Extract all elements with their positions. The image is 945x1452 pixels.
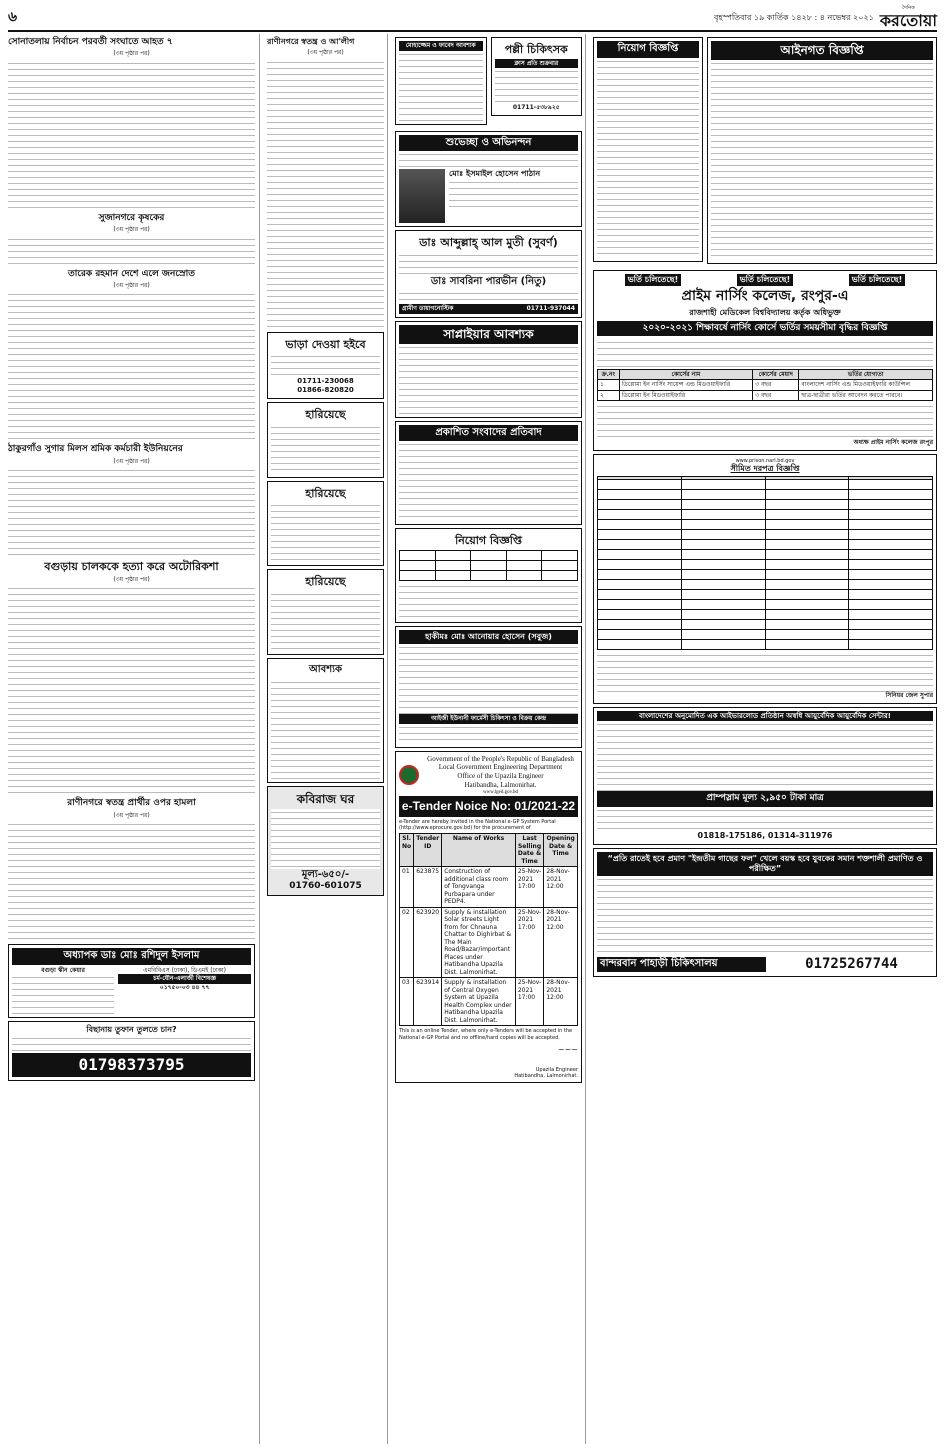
tender-cell: 01 [400, 867, 414, 908]
rent-body [271, 353, 380, 377]
tender-column-header: Tender ID [414, 834, 442, 867]
extension-title: ২০২০-২০২১ শিক্ষাবর্ষে নার্সিং কোর্সে ভর্তির সময়সীমা বৃদ্ধির বিজ্ঞপ্তি [597, 321, 933, 336]
doctor-details [399, 252, 578, 274]
rent-phone-2: 01866-820820 [297, 386, 354, 394]
kobiraj-body [271, 809, 380, 869]
course-column-header: ভর্তির যোগ্যতা [799, 369, 933, 380]
staff-wanted-body [399, 51, 483, 121]
supplier-wanted-ad [395, 321, 582, 418]
tender-column-header: Name of Works [442, 834, 516, 867]
recruit-right-title: নিয়োগ বিজ্ঞপ্তি [597, 41, 699, 58]
herbal-ad-body [12, 1035, 251, 1053]
lost-notice [267, 402, 384, 478]
recruit-right-body [597, 58, 699, 258]
tender-cell: 623914 [414, 978, 442, 1026]
course-cell: ডিপ্লোমা ইন মিডওয়াইফারি [619, 390, 752, 401]
continued-label: (৩য় পৃষ্ঠার পর) [113, 50, 150, 58]
tender-cell: 28-Nov-2021 12:00 [544, 867, 578, 908]
lost-body [271, 424, 380, 474]
article-body [8, 765, 255, 795]
article-body [8, 60, 255, 150]
engineer-place: Hatibandha, Lalmonirhat. [514, 1073, 578, 1079]
needed-body [271, 679, 380, 779]
column-ads-right [590, 34, 937, 1444]
course-cell: বাংলাদেশ নার্সিং এন্ড মিডওয়াইফারি কাউন্সিল [799, 380, 933, 391]
doctor-degree: এমবিবিএস (ঢাকা), ডিএমই (ঢাকা) [143, 966, 226, 974]
headline-thakurgaon: ঠাকুরগাঁও সুগার মিলস শ্রমিক কর্মচারী ইউনিয়নের [8, 444, 183, 455]
recruitment-notice [395, 528, 582, 623]
greeted-person: মোঃ ইসমাইল হোসেন পাঠান [449, 169, 541, 178]
tender-column-header: Opening Date & Time [544, 834, 578, 867]
lost-body [271, 502, 380, 562]
lost-title: হারিয়েছে [305, 575, 346, 589]
article-body [8, 291, 255, 381]
kobiraj-phone: 01760-601075 [289, 881, 362, 891]
course-table [597, 369, 933, 402]
lost-body [271, 591, 380, 651]
legal-title: আইনগত বিজ্ঞপ্তি [711, 41, 933, 60]
article-body [8, 911, 255, 941]
headline-sonatala: সোনাতলায় নির্বাচন পরবর্তী সংঘাতে আহত ৭ [8, 37, 173, 47]
bandarban-clinic-ad [593, 848, 937, 978]
ayurvedic-body [597, 721, 933, 791]
rural-doctor-course-ad [491, 37, 583, 116]
tender-cell: 03 [400, 978, 414, 1026]
column-news-mid [264, 34, 388, 1444]
palli-body [495, 68, 579, 104]
course-cell: ২ [598, 390, 620, 401]
herbal-ad [8, 1021, 255, 1081]
ayurvedic-title: বাংলাদেশের অনুমোদিত এক আইভারলোড প্রতিষ্ঠান অস্বধি আয়ুর্বেদিক আয়ুর্বেদিক সেন্টার! [597, 711, 933, 722]
doctor-ad [8, 944, 255, 1018]
college-sub: রাজশাহী মেডিকেল বিশ্ববিদ্যালয় কর্তৃক অধিভুক্ত [689, 307, 841, 317]
tender-cell: 28-Nov-2021 12:00 [544, 978, 578, 1026]
gov-line-2: Local Government Engineering Department [438, 763, 563, 772]
gov-line-3: Office of the Upazila Engineer [457, 772, 544, 780]
palli-sub: ক্লাস প্রতি শুক্রবার [495, 59, 579, 69]
admission-banner-2: ভর্তি চলিতেছে! [737, 274, 794, 286]
person-photo [399, 169, 445, 223]
legal-body [711, 60, 933, 260]
kobiraj-ad [267, 786, 384, 897]
article-body [8, 675, 255, 765]
page-number: ৬ [8, 9, 18, 26]
continued-label: (৩য় পৃষ্ঠার পর) [113, 226, 150, 233]
article-body [8, 585, 255, 675]
tender-cell: Supply & installation of Central Oxygen System at Upazila Health Complex under Hatibandha Upazila Dist. Lalmonirhat. [442, 978, 516, 1026]
engineer-title: Upazila Engineer [535, 1066, 578, 1073]
kobiraj-price: মূল্য-৬৫০/- [301, 868, 350, 880]
course-cell: ৩ বছর [753, 390, 799, 401]
lost-title: হারিয়েছে [305, 407, 346, 421]
ayurvedic-phone: 01818-175186, 01314-311976 [697, 830, 833, 840]
doctor-chamber-ad [395, 230, 582, 318]
admission-banner-3: ভর্তি চলিতেছে! [849, 274, 906, 286]
chamber-name: বগুড়া স্কীন কেয়ার [41, 966, 85, 974]
continued-label: (৩য় পৃষ্ঠার পর) [113, 457, 150, 465]
greetings-ad [395, 131, 582, 228]
article-body [8, 381, 255, 441]
college-contact: অধ্যক্ষ প্রাইম নার্সিং কলেজ রংপুর [853, 439, 933, 447]
hakim-title: হাকীমঃ মোঃ আনোয়ার হোসেন (সবুজ) [399, 630, 578, 644]
ayurvedic-details [597, 807, 933, 831]
article-body [8, 821, 255, 911]
headline-raninagar-league: রাণীনগরে স্বতন্ত্র ও আ'লীগ [267, 37, 355, 46]
protest-title: প্রকাশিত সংবাদের প্রতিবাদ [399, 425, 578, 442]
column-news-left [8, 34, 260, 1444]
greetings-title: শুভেচ্ছা ও অভিনন্দন [399, 135, 578, 152]
bangladesh-emblem-icon [399, 765, 419, 785]
doctor-name: ডাঃ আব্দুল্লাহ্ আল মুতী (সুবর্ণ) [419, 236, 558, 249]
hakim-body [399, 644, 578, 714]
tender-cell: 623920 [414, 907, 442, 978]
headline-bogura-autorickshaw: বগুড়ায় চালককে হত্যা করে অটোরিকশা [44, 560, 219, 573]
recruitment-notice-right [593, 37, 703, 262]
gov-line-4: Hatibandha, Lalmonirhat. [464, 780, 537, 789]
doctor2-details [399, 290, 578, 304]
herbal-ad-phone: 01798373795 [12, 1053, 251, 1077]
greetings-body [399, 151, 578, 169]
masthead [8, 6, 937, 32]
e-tender-title: e-Tender Noice No: 01/2021-22 [399, 796, 578, 817]
article-body [267, 59, 384, 149]
supplier-title: সাপ্লাইয়ার আবশ্যক [399, 325, 578, 344]
doctor-specialty: চর্ম-যৌন-এলার্জী বিশেষজ্ঞ [118, 974, 251, 984]
course-row [598, 390, 933, 401]
greeted-details [449, 179, 578, 209]
clinic-body [597, 876, 933, 956]
tender-table [399, 833, 578, 1026]
headline-sujanagar: সুজানগরে কৃষকের [98, 212, 165, 223]
issue-date: বৃহস্পতিবার ১৯ কার্তিক ১৪২৮ : ৪ নভেম্বর ২০২১ [714, 13, 874, 22]
tender-cell: 25-Nov-2021 17:00 [515, 867, 544, 908]
paper-small-label: দৈনিক [902, 4, 915, 11]
tender-row [400, 867, 578, 908]
diagnostic-phone: 01711-937044 [526, 305, 575, 313]
diagnostic-name: গ্রামীণ ডায়াগনোস্টিক [402, 305, 454, 313]
legal-notice [707, 37, 937, 264]
prison-title: সীমিত দরপত্র বিজ্ঞপ্তি [730, 464, 800, 473]
continued-label: (৩য় পৃষ্ঠার পর) [113, 281, 150, 289]
tender-cell: 02 [400, 907, 414, 978]
chamber-details [12, 974, 114, 1014]
tender-cell: Construction of additional class room of Tongvanga Purbapara under PEDP4. [442, 867, 516, 908]
prison-terms [597, 652, 933, 692]
tender-column-header: Sl. No [400, 834, 414, 867]
tender-cell: 25-Nov-2021 17:00 [515, 978, 544, 1026]
prison-items-table [597, 476, 933, 650]
needed-title: আবশ্যক [308, 664, 343, 675]
ibn-title: আইজী ইউনানী ফার্মেসী চিকিৎসা ও বিক্রয় কেন্দ্র [399, 714, 578, 724]
admission-banner-1: ভর্তি চলিতেছে! [625, 274, 682, 286]
article-body [8, 236, 255, 266]
palli-title: পল্লী চিকিৎসক [504, 43, 568, 56]
clinic-phone: 01725267744 [805, 955, 898, 972]
course-column-header: কোর্সের মেয়াদ [753, 369, 799, 380]
course-column-header: ক্র.নং [598, 369, 620, 380]
staff-wanted-ad [395, 37, 487, 125]
tender-row [400, 978, 578, 1026]
article-body [8, 150, 255, 210]
gov-website: www.lged.gov.bd [482, 789, 519, 795]
ibn-body [399, 724, 578, 744]
prison-footer: সিনিয়র জেল সুপার [885, 692, 933, 699]
page-columns [8, 34, 937, 1444]
tender-row [400, 907, 578, 978]
ayurvedic-price: প্রাম্পস্লাম মূল্য ২,৯৫০ টাকা মাত্র [597, 791, 933, 806]
kobiraj-title: কবিরাজ ঘর [296, 791, 355, 806]
course-instructions [597, 403, 933, 439]
needed-ad [267, 658, 384, 783]
doctor2-name: ডাঃ সাবরিনা পারভীন (নিতু) [430, 275, 547, 287]
article-body [267, 239, 384, 329]
palli-phone: 01711-৫৩৮৯২৫ [512, 104, 560, 112]
engineer-signature: ~~~ [557, 1044, 578, 1054]
recruit-table [399, 550, 578, 581]
gov-line-1: Government of the People's Republic of Bangladesh [427, 754, 574, 763]
protest-notice [395, 421, 582, 526]
tender-cell: 623875 [414, 867, 442, 908]
article-body [267, 149, 384, 239]
lost-notice [267, 569, 384, 655]
doctor-name: অধ্যাপক ডাঃ মোঃ রশিদুল ইসলাম [12, 948, 251, 965]
article-body [8, 467, 255, 557]
e-tender-notice [395, 751, 582, 1084]
doctor-phone: ০১৭৫০-০৩ ৪৪ ৭৭ [159, 983, 210, 991]
course-row [598, 380, 933, 391]
continued-label: (৩য় পৃষ্ঠার পর) [307, 49, 344, 56]
lost-title: হারিয়েছে [305, 486, 346, 500]
recruit-body [399, 583, 578, 619]
course-cell: ১ [598, 380, 620, 391]
tender-cell: 25-Nov-2021 17:00 [515, 907, 544, 978]
clinic-headline: “প্রতি রাতেই হবে প্রমাণ "ইন্দ্রতীম গাছের ফল" খেলে বয়স্ক হবে যুবকের সমান শক্তশালী প্রমাণিত ও পরীক্ষিত” [597, 852, 933, 876]
course-cell: ছাত্র-ছাত্রীরা ভর্তির আবেদন করতে পারবে। [799, 390, 933, 401]
headline-raninagar: রাণীনগরে স্বতন্ত্র প্রার্থীর ওপর হামলা [67, 798, 196, 809]
rent-title: ভাড়া দেওয়া হইবে [285, 337, 366, 351]
column-ads-mid [392, 34, 586, 1444]
course-column-header: কোর্সের নাম [619, 369, 752, 380]
e-tender-note: This is an online Tender, where only e-Tenders will be accepted in the National e-GP Portal and no offline/hard copies will be accepted. [399, 1028, 573, 1041]
prison-website: www.prison.narl.bd.gov [735, 457, 795, 464]
tender-cell: 28-Nov-2021 12:00 [544, 907, 578, 978]
extension-body [597, 339, 933, 369]
staff-wanted-title: মোহাজ্জেম ও ফাবেদ আবশ্যক [399, 41, 483, 51]
course-cell: ডিপ্লোমা ইন নার্সিং সায়েন্স এন্ড মিডওয়াইফারি [619, 380, 752, 391]
paper-name: করতোয়া [879, 11, 937, 31]
ayurvedic-ad [593, 707, 937, 845]
recruit-title: নিয়োগ বিজ্ঞপ্তি [455, 534, 522, 548]
nursing-college-ad [593, 270, 937, 451]
continued-label: (৩য় পৃষ্ঠার পর) [113, 811, 150, 819]
tender-cell: Supply & installation Solar streets Light from for Chnauna Chattar to Dighirbat & The Main Road/Bazar/important Places under Hatibandha Upazila Dist. Lalmonirhat. [442, 907, 516, 978]
headline-tarek: তারেক রহমান দেশে এলে জনস্রোত [68, 268, 195, 279]
prison-tender-notice [593, 454, 937, 704]
protest-body [399, 441, 578, 521]
clinic-name: বান্দরবান পাহাড়ী চিকিৎসালয় [597, 957, 766, 972]
hakim-ad [395, 626, 582, 748]
e-tender-intro: e-Tender are hereby invited in the National e-GP System Portal (http://www.eprocure.gov.bd) for the procurement of [399, 818, 556, 831]
tender-column-header: Last Selling Date & Time [515, 834, 544, 867]
rent-ad [267, 332, 384, 399]
continued-label: (৩য় পৃষ্ঠার পর) [113, 575, 150, 583]
herbal-ad-title: বিছানায় তুফান তুলতে চান? [86, 1025, 177, 1034]
lost-notice [267, 481, 384, 567]
supplier-body [399, 344, 578, 414]
course-cell: ৩ বছর [753, 380, 799, 391]
rent-phone-1: 01711-230068 [297, 377, 354, 386]
college-title: প্রাইম নার্সিং কলেজ, রংপুর-এ [681, 288, 849, 304]
